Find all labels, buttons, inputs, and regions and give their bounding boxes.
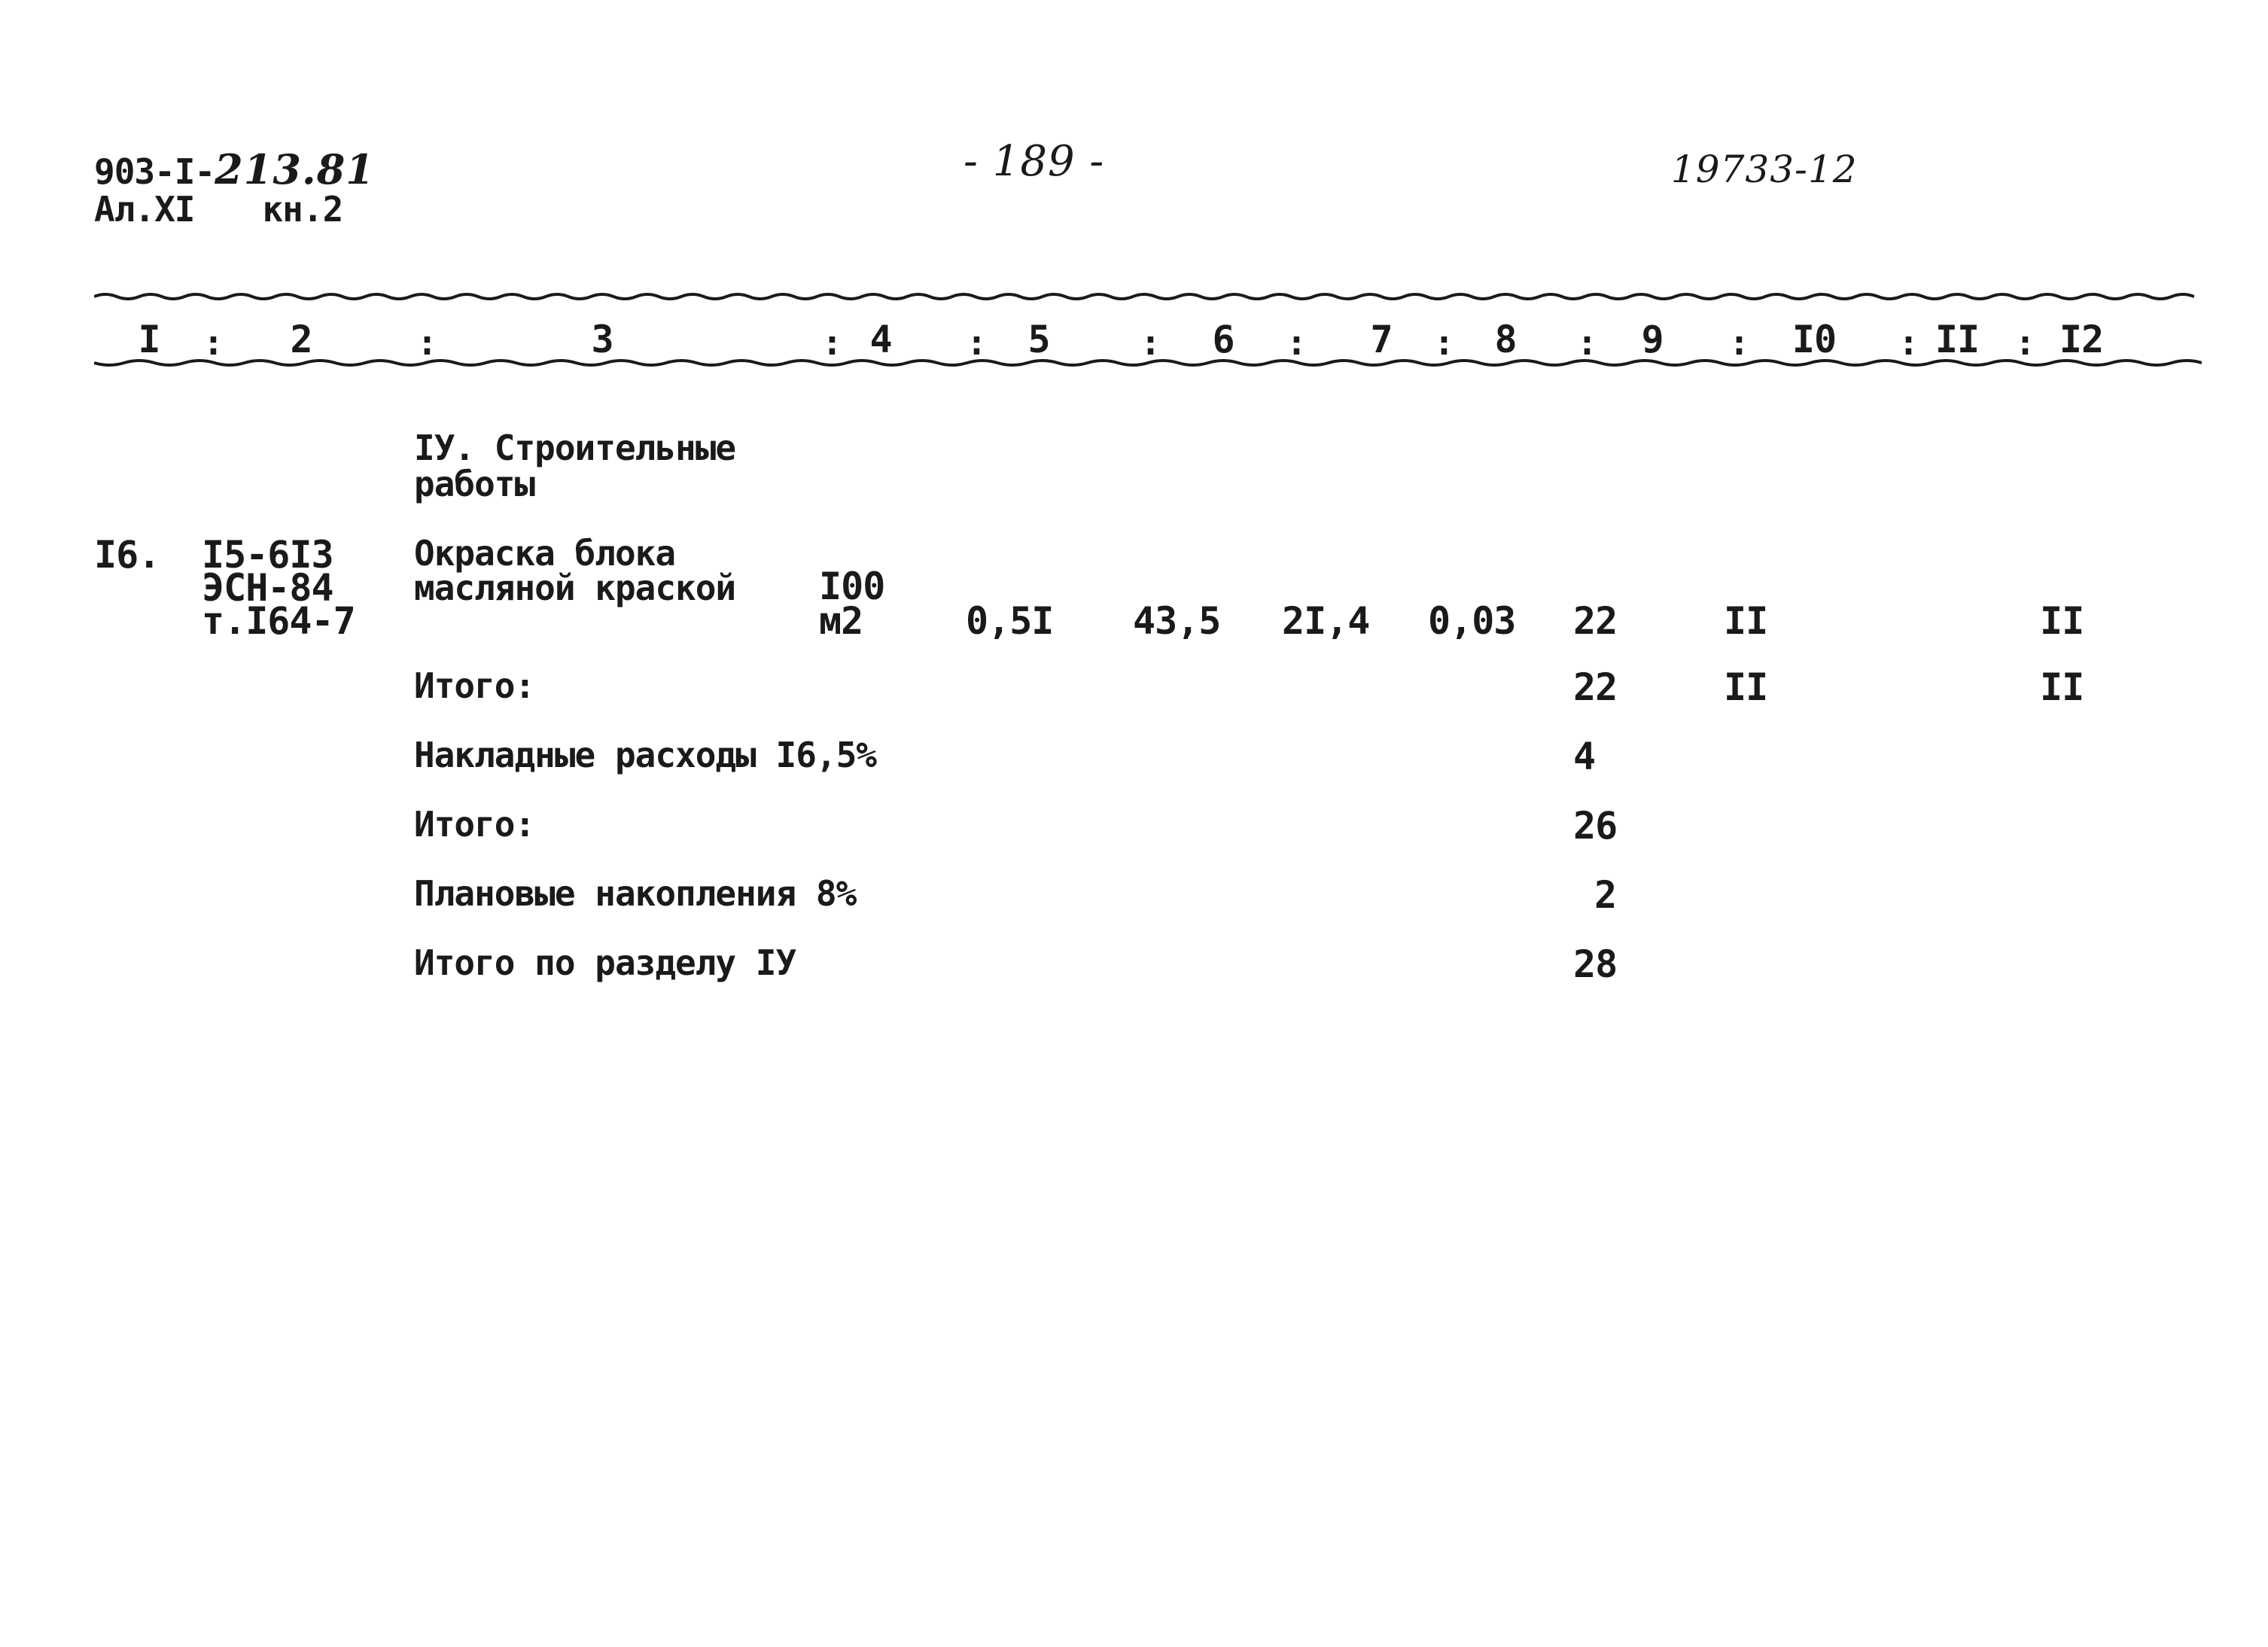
book-label: кн.2 — [262, 189, 343, 230]
column-number-6: 6 — [1212, 318, 1234, 361]
column-separator: : — [1286, 322, 1307, 363]
column-separator: : — [416, 322, 437, 363]
column-number-8: 8 — [1494, 318, 1517, 361]
document-code — [94, 145, 375, 193]
summary-label-total-1: Итого: — [414, 665, 535, 706]
summary-label-planned-savings: Плановые накопления 8% — [414, 873, 857, 914]
item-col6-value: 43,5 — [1133, 599, 1221, 643]
item-col5-value: 0,5I — [966, 599, 1054, 643]
item-col7-value: 2I,4 — [1282, 599, 1370, 643]
column-number-1: I — [138, 318, 160, 361]
document-code-printed: 903-I- — [94, 151, 215, 192]
item-code-line2: ЭСН-84 — [202, 566, 333, 610]
album-label: Ал.XI — [94, 189, 195, 230]
column-number-11: II — [1935, 318, 1980, 361]
column-number-12: I2 — [2059, 318, 2104, 361]
section-title-line1: IУ. Строительные — [414, 428, 736, 468]
item-col9-value: 22 — [1573, 599, 1618, 643]
column-separator: : — [821, 322, 842, 363]
column-separator: : — [1140, 322, 1161, 363]
summary-section-total-col9: 28 — [1573, 942, 1618, 986]
summary-label-section-total: Итого по разделу IУ — [414, 942, 796, 983]
item-col10-value: II — [1724, 599, 1768, 643]
page-number: - 189 - — [964, 137, 1105, 186]
summary-total-1-col9: 22 — [1573, 665, 1618, 709]
column-separator: : — [966, 322, 987, 363]
item-code-line3: т.I64-7 — [202, 599, 355, 643]
top-rule — [94, 291, 2194, 301]
column-number-10: I0 — [1792, 318, 1837, 361]
column-number-9: 9 — [1641, 318, 1664, 361]
summary-overhead-col9: 4 — [1573, 735, 1596, 778]
column-number-3: 3 — [591, 318, 613, 361]
column-number-4: 4 — [869, 318, 892, 361]
summary-planned-savings-col9: 2 — [1594, 873, 1617, 917]
column-number-2: 2 — [290, 318, 312, 361]
item-name-line2: масляной краской — [414, 568, 736, 608]
item-unit-line1: I00 — [819, 565, 885, 608]
column-number-7: 7 — [1370, 318, 1393, 361]
summary-label-total-2: Итого: — [414, 804, 535, 845]
column-separator: : — [2014, 322, 2035, 363]
item-col12-value: II — [2040, 599, 2084, 643]
column-separator: : — [202, 322, 224, 363]
summary-label-overhead: Накладные расходы I6,5% — [414, 735, 876, 775]
header-bottom-rule — [94, 358, 2202, 369]
column-separator: : — [1898, 322, 1919, 363]
album-book-line — [94, 189, 343, 230]
registration-number: 19733-12 — [1671, 148, 1858, 191]
column-separator: : — [1433, 322, 1454, 363]
item-code-line1: I5-6I3 — [202, 533, 333, 577]
item-name-line1: Окраска блока — [414, 533, 676, 574]
document-code-handwritten: 213.81 — [215, 145, 375, 193]
item-col8-value: 0,03 — [1428, 599, 1516, 643]
column-number-5: 5 — [1027, 318, 1050, 361]
summary-total-1-col12: II — [2040, 665, 2084, 709]
item-number: I6. — [94, 533, 160, 577]
section-title-line2: работы — [414, 464, 535, 504]
summary-total-2-col9: 26 — [1573, 804, 1618, 848]
column-separator: : — [1728, 322, 1749, 363]
column-separator: : — [1576, 322, 1597, 363]
item-unit-line2: м2 — [819, 599, 863, 643]
summary-total-1-col10: II — [1724, 665, 1768, 709]
